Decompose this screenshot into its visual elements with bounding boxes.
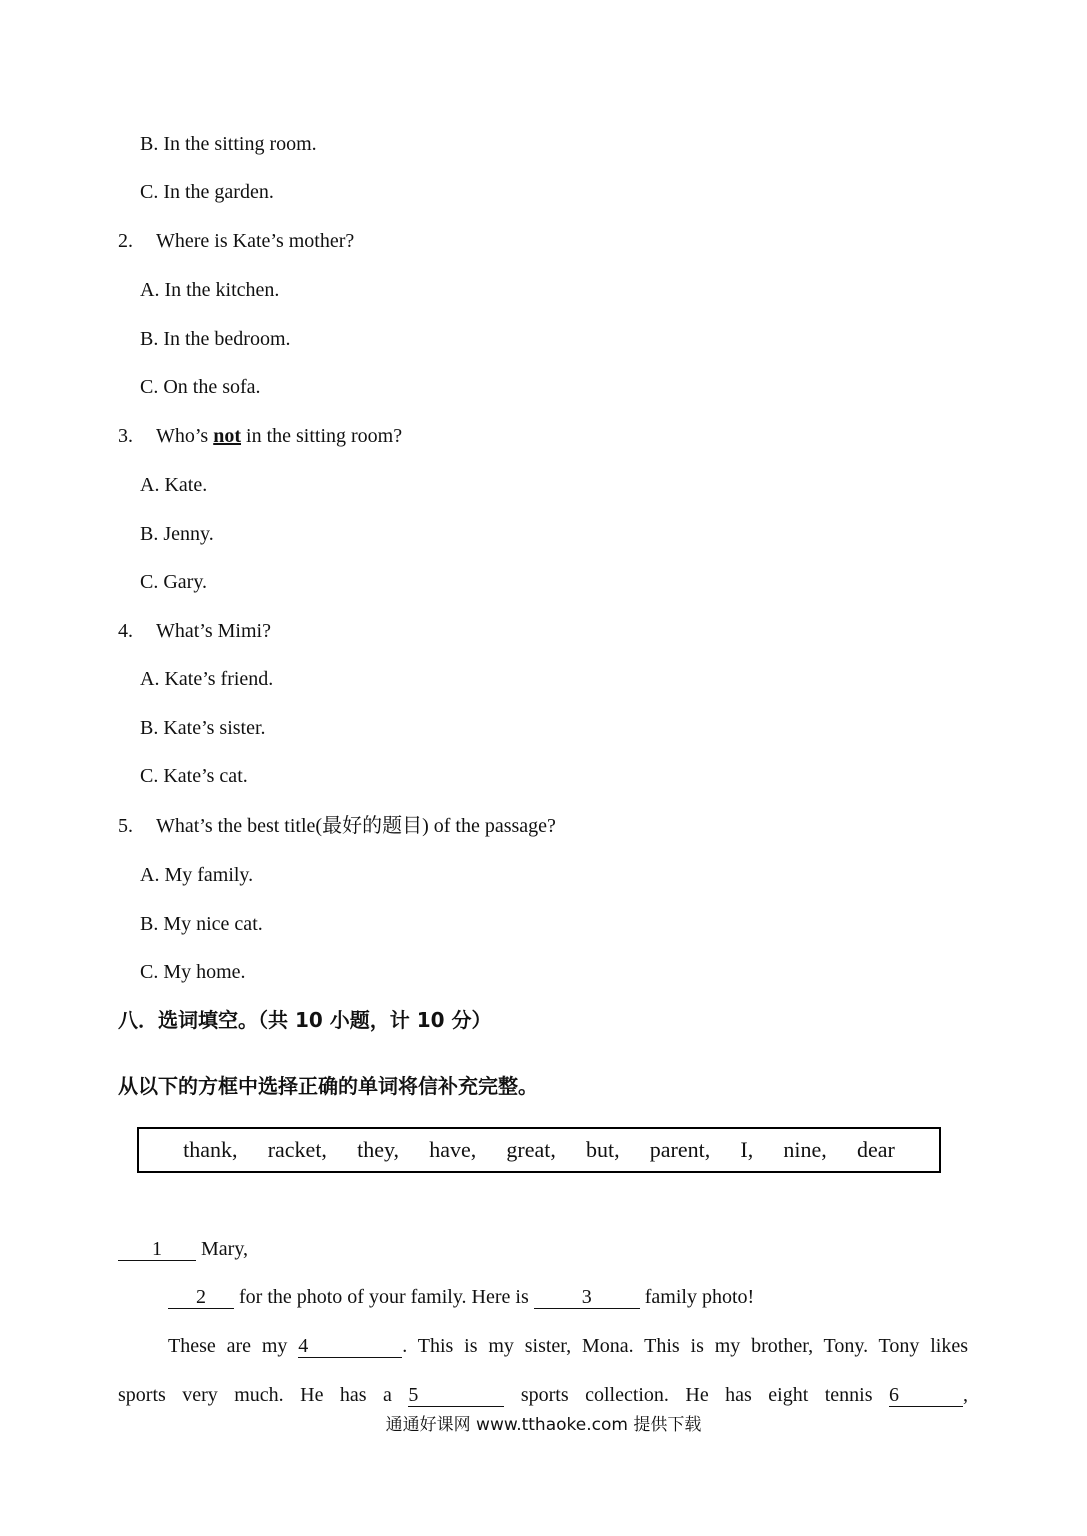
q2-option-c: C. On the sofa. [140, 376, 261, 398]
word-bank-item: but, [586, 1137, 620, 1162]
letter-text: . This is my sister, Mona. This is my brother, Tony. Tony likes [402, 1335, 968, 1357]
question-3 [118, 424, 402, 448]
blank-4: 4 [298, 1335, 402, 1358]
q4-option-b: B. Kate’s sister. [140, 717, 266, 739]
letter-text: , [962, 1384, 968, 1406]
blank-1: 1 [118, 1238, 196, 1261]
question-2 [118, 229, 354, 253]
letter-text: sports very much. He has a [118, 1384, 409, 1406]
letter-text: sports collection. He has eight tennis [504, 1384, 889, 1406]
section-heading: 八．选词填空。（共 10 小题，计 10 分） [118, 1008, 492, 1032]
word-bank-item: racket, [267, 1137, 327, 1162]
letter-salutation [118, 1237, 248, 1261]
q4-option-c: C. Kate’s cat. [140, 765, 248, 787]
question-number: 2. [118, 230, 133, 252]
question-number: 3. [118, 425, 133, 447]
letter-text: family photo! [639, 1286, 755, 1308]
emphasis-not: not [213, 425, 242, 447]
question-text: Where is Kate’s mother? [156, 230, 355, 252]
q5-option-a: A. My family. [140, 864, 254, 886]
q5-option-c: C. My home. [140, 961, 246, 983]
question-4 [118, 619, 271, 643]
question-number: 5. [118, 815, 133, 837]
q1-option-c: C. In the garden. [140, 181, 274, 203]
page-footer: 通通好课网 www.tthaoke.com 提供下载 [385, 1415, 702, 1435]
word-bank-item: they, [357, 1137, 400, 1162]
question-text-pre: Who’s [156, 425, 214, 447]
word-bank-item: dear [856, 1137, 895, 1162]
q3-option-a: A. Kate. [140, 474, 208, 496]
section-instruction: 从以下的方框中选择正确的单词将信补充完整。 [118, 1074, 538, 1098]
q3-option-b: B. Jenny. [140, 523, 214, 545]
word-bank-item: nine, [783, 1137, 827, 1162]
q2-option-a: A. In the kitchen. [140, 279, 280, 301]
q4-option-a: A. Kate’s friend. [140, 668, 274, 690]
blank-6: 6 [889, 1384, 963, 1407]
letter-line-3 [168, 1334, 968, 1358]
question-number: 4. [118, 620, 133, 642]
blank-5: 5 [408, 1384, 504, 1407]
letter-line-4 [118, 1383, 968, 1407]
word-bank-box [137, 1127, 941, 1173]
letter-line-2 [168, 1285, 754, 1309]
letter-text: These are my [168, 1335, 299, 1357]
blank-2: 2 [168, 1286, 234, 1309]
salutation-name: Mary, [196, 1238, 249, 1260]
word-bank-item: have, [429, 1137, 477, 1162]
word-bank-item: I, [740, 1137, 754, 1162]
letter-text: for the photo of your family. Here is [234, 1286, 534, 1308]
question-text-post: in the sitting room? [241, 425, 403, 447]
question-text: What’s the best title(最好的题目) of the passage? [156, 815, 556, 837]
q5-option-b: B. My nice cat. [140, 913, 263, 935]
question-5 [118, 814, 556, 838]
word-bank-item: great, [506, 1137, 556, 1162]
question-text: What’s Mimi? [156, 620, 271, 642]
q1-option-b: B. In the sitting room. [140, 133, 317, 155]
q2-option-b: B. In the bedroom. [140, 328, 291, 350]
word-bank-item: parent, [649, 1137, 711, 1162]
word-bank-item: thank, [183, 1137, 238, 1162]
q3-option-c: C. Gary. [140, 571, 208, 593]
blank-3: 3 [534, 1286, 640, 1309]
